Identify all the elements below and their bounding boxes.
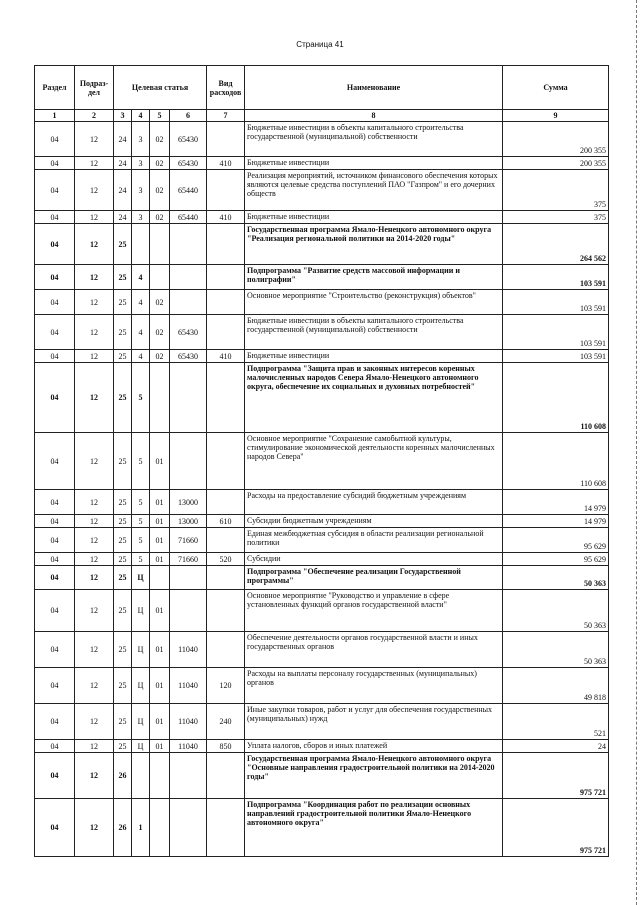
column-number: 3 — [114, 110, 132, 122]
razdel-cell: 04 — [35, 566, 75, 590]
sum-cell: 200 355 — [503, 122, 609, 157]
table-row — [35, 566, 609, 590]
podrazdel-cell: 12 — [75, 704, 114, 740]
razdel-cell: 04 — [35, 740, 75, 753]
statya-program-cell: 25 — [114, 566, 132, 590]
statya-program-cell: 25 — [114, 265, 132, 290]
razdel-cell: 04 — [35, 363, 75, 433]
statya-program-cell: 25 — [114, 224, 132, 265]
sum-cell: 49 818 — [503, 668, 609, 704]
name-cell: Иные закупки товаров, работ и услуг для обеспечения государственных (муниципальных) нужд — [245, 704, 503, 740]
statya-direction-cell — [170, 290, 207, 315]
statya-direction-cell — [170, 433, 207, 490]
podrazdel-cell: 12 — [75, 315, 114, 350]
column-header-tselevaya-statya: Целевая статья — [114, 66, 207, 110]
vid-raskhodov-cell — [207, 753, 245, 799]
statya-event-cell: 02 — [150, 170, 170, 211]
statya-program-cell: 25 — [114, 553, 132, 566]
razdel-cell: 04 — [35, 590, 75, 632]
sum-cell: 521 — [503, 704, 609, 740]
statya-program-cell: 25 — [114, 528, 132, 553]
razdel-cell: 04 — [35, 224, 75, 265]
statya-subprogram-cell: 1 — [132, 799, 150, 857]
statya-program-cell: 25 — [114, 515, 132, 528]
podrazdel-cell: 12 — [75, 553, 114, 566]
statya-subprogram-cell: 5 — [132, 363, 150, 433]
vid-raskhodov-cell — [207, 632, 245, 668]
razdel-cell: 04 — [35, 668, 75, 704]
podrazdel-cell: 12 — [75, 433, 114, 490]
podrazdel-cell: 12 — [75, 170, 114, 211]
table-row — [35, 553, 609, 566]
sum-cell: 50 363 — [503, 566, 609, 590]
name-cell: Расходы на выплаты персоналу государственных (муниципальных) органов — [245, 668, 503, 704]
vid-raskhodov-cell: 610 — [207, 515, 245, 528]
statya-program-cell: 25 — [114, 290, 132, 315]
name-cell: Бюджетные инвестиции — [245, 157, 503, 170]
name-cell: Подпрограмма "Координация работ по реализации основных направлений градостроительной политики Ямало-Ненецкого автономного округа" — [245, 799, 503, 857]
statya-event-cell: 01 — [150, 704, 170, 740]
table-row — [35, 265, 609, 290]
vid-raskhodov-cell — [207, 363, 245, 433]
razdel-cell: 04 — [35, 211, 75, 224]
statya-subprogram-cell: Ц — [132, 590, 150, 632]
statya-direction-cell: 13000 — [170, 490, 207, 515]
statya-subprogram-cell: Ц — [132, 668, 150, 704]
statya-program-cell: 25 — [114, 433, 132, 490]
podrazdel-cell: 12 — [75, 490, 114, 515]
sum-cell: 264 562 — [503, 224, 609, 265]
podrazdel-cell: 12 — [75, 590, 114, 632]
column-number: 4 — [132, 110, 150, 122]
statya-subprogram-cell: 5 — [132, 553, 150, 566]
name-cell: Реализация мероприятий, источником финансового обеспечения которых являются целевые средства поступлений ПАО "Газпром" и его дочерних обществ — [245, 170, 503, 211]
statya-direction-cell: 71660 — [170, 553, 207, 566]
statya-event-cell — [150, 224, 170, 265]
sum-cell: 14 979 — [503, 490, 609, 515]
statya-program-cell: 25 — [114, 632, 132, 668]
statya-subprogram-cell: 5 — [132, 515, 150, 528]
sum-cell: 375 — [503, 170, 609, 211]
statya-program-cell: 25 — [114, 490, 132, 515]
column-number-row — [35, 110, 609, 122]
razdel-cell: 04 — [35, 753, 75, 799]
statya-subprogram-cell: 3 — [132, 122, 150, 157]
statya-event-cell: 01 — [150, 515, 170, 528]
name-cell: Бюджетные инвестиции в объекты капитального строительства государственной (муниципальной) собственности — [245, 122, 503, 157]
podrazdel-cell: 12 — [75, 157, 114, 170]
header-row — [35, 66, 609, 110]
column-header-sum: Сумма — [503, 66, 609, 110]
statya-program-cell: 25 — [114, 315, 132, 350]
statya-program-cell: 24 — [114, 170, 132, 211]
razdel-cell: 04 — [35, 315, 75, 350]
statya-subprogram-cell: Ц — [132, 566, 150, 590]
podrazdel-cell: 12 — [75, 265, 114, 290]
name-cell: Основное мероприятие "Сохранение самобытной культуры, стимулирование экономической деятельности коренных малочисленных народов Севера" — [245, 433, 503, 490]
column-number: 5 — [150, 110, 170, 122]
name-cell: Бюджетные инвестиции в объекты капитального строительства государственной (муниципальной) собственности — [245, 315, 503, 350]
statya-direction-cell — [170, 566, 207, 590]
statya-program-cell: 25 — [114, 350, 132, 363]
table-body — [35, 122, 609, 857]
statya-direction-cell: 65430 — [170, 315, 207, 350]
statya-program-cell: 25 — [114, 668, 132, 704]
name-cell: Субсидии бюджетным учреждениям — [245, 515, 503, 528]
razdel-cell: 04 — [35, 515, 75, 528]
table-row — [35, 290, 609, 315]
sum-cell: 375 — [503, 211, 609, 224]
statya-program-cell: 26 — [114, 799, 132, 857]
sum-cell: 95 629 — [503, 553, 609, 566]
razdel-cell: 04 — [35, 170, 75, 211]
vid-raskhodov-cell — [207, 265, 245, 290]
statya-subprogram-cell: 3 — [132, 170, 150, 211]
sum-cell: 14 979 — [503, 515, 609, 528]
name-cell: Подпрограмма "Защита прав и законных интересов коренных малочисленных народов Севера Ямало-Ненецкого автономного округа, обеспечение их социальных и духовных потребностей" — [245, 363, 503, 433]
sum-cell: 103 591 — [503, 315, 609, 350]
sum-cell: 95 629 — [503, 528, 609, 553]
name-cell: Основное мероприятие "Строительство (реконструкция) объектов" — [245, 290, 503, 315]
podrazdel-cell: 12 — [75, 350, 114, 363]
table-row — [35, 315, 609, 350]
vid-raskhodov-cell — [207, 590, 245, 632]
vid-raskhodov-cell — [207, 122, 245, 157]
razdel-cell: 04 — [35, 528, 75, 553]
podrazdel-cell: 12 — [75, 753, 114, 799]
table-row — [35, 122, 609, 157]
statya-event-cell: 01 — [150, 740, 170, 753]
vid-raskhodov-cell: 410 — [207, 350, 245, 363]
statya-subprogram-cell: Ц — [132, 704, 150, 740]
statya-direction-cell: 65440 — [170, 170, 207, 211]
statya-direction-cell: 65430 — [170, 350, 207, 363]
name-cell: Государственная программа Ямало-Ненецкого автономного округа "Реализация региональной политики на 2014-2020 годы" — [245, 224, 503, 265]
name-cell: Основное мероприятие "Руководство и управление в сфере установленных функций органов государственной власти" — [245, 590, 503, 632]
statya-direction-cell: 11040 — [170, 740, 207, 753]
statya-subprogram-cell: 4 — [132, 350, 150, 363]
column-number: 1 — [35, 110, 75, 122]
name-cell: Подпрограмма "Обеспечение реализации Государственной программы" — [245, 566, 503, 590]
statya-event-cell — [150, 566, 170, 590]
table-row — [35, 590, 609, 632]
vid-raskhodov-cell — [207, 528, 245, 553]
statya-direction-cell: 65430 — [170, 122, 207, 157]
statya-subprogram-cell — [132, 224, 150, 265]
podrazdel-cell: 12 — [75, 211, 114, 224]
razdel-cell: 04 — [35, 799, 75, 857]
table-row — [35, 740, 609, 753]
sum-cell: 103 591 — [503, 265, 609, 290]
sum-cell: 975 721 — [503, 753, 609, 799]
column-number: 2 — [75, 110, 114, 122]
podrazdel-cell: 12 — [75, 515, 114, 528]
statya-program-cell: 25 — [114, 740, 132, 753]
vid-raskhodov-cell — [207, 799, 245, 857]
statya-subprogram-cell: 4 — [132, 290, 150, 315]
column-header-razdel: Раздел — [35, 66, 75, 110]
column-number: 9 — [503, 110, 609, 122]
sum-cell: 103 591 — [503, 350, 609, 363]
vid-raskhodov-cell: 850 — [207, 740, 245, 753]
scan-edge-line — [635, 0, 637, 905]
razdel-cell: 04 — [35, 265, 75, 290]
razdel-cell: 04 — [35, 490, 75, 515]
statya-direction-cell: 11040 — [170, 704, 207, 740]
statya-event-cell: 01 — [150, 528, 170, 553]
table-row — [35, 704, 609, 740]
sum-cell: 50 363 — [503, 590, 609, 632]
statya-subprogram-cell: 3 — [132, 157, 150, 170]
statya-event-cell: 02 — [150, 290, 170, 315]
statya-subprogram-cell: Ц — [132, 632, 150, 668]
column-header-vid-raskhodov: Вид расходов — [207, 66, 245, 110]
name-cell: Расходы на предоставление субсидий бюджетным учреждениям — [245, 490, 503, 515]
statya-subprogram-cell: 4 — [132, 315, 150, 350]
statya-program-cell: 24 — [114, 157, 132, 170]
statya-direction-cell — [170, 590, 207, 632]
statya-direction-cell — [170, 799, 207, 857]
statya-event-cell — [150, 363, 170, 433]
podrazdel-cell: 12 — [75, 290, 114, 315]
razdel-cell: 04 — [35, 553, 75, 566]
statya-program-cell: 24 — [114, 122, 132, 157]
statya-direction-cell: 11040 — [170, 668, 207, 704]
table-row — [35, 490, 609, 515]
vid-raskhodov-cell — [207, 433, 245, 490]
statya-event-cell: 02 — [150, 211, 170, 224]
vid-raskhodov-cell — [207, 224, 245, 265]
page-number-header: Страница 41 — [296, 40, 344, 49]
table-row — [35, 668, 609, 704]
sum-cell: 24 — [503, 740, 609, 753]
table-row — [35, 515, 609, 528]
name-cell: Субсидии — [245, 553, 503, 566]
column-header-podrazdel: Подраз- дел — [75, 66, 114, 110]
name-cell: Бюджетные инвестиции — [245, 211, 503, 224]
razdel-cell: 04 — [35, 433, 75, 490]
column-number: 6 — [170, 110, 207, 122]
podrazdel-cell: 12 — [75, 363, 114, 433]
name-cell: Уплата налогов, сборов и иных платежей — [245, 740, 503, 753]
column-header-name: Наименование — [245, 66, 503, 110]
table-row — [35, 363, 609, 433]
statya-subprogram-cell: Ц — [132, 740, 150, 753]
statya-event-cell — [150, 265, 170, 290]
statya-event-cell: 01 — [150, 632, 170, 668]
table-row — [35, 170, 609, 211]
statya-direction-cell — [170, 753, 207, 799]
podrazdel-cell: 12 — [75, 528, 114, 553]
sum-cell: 110 608 — [503, 433, 609, 490]
vid-raskhodov-cell — [207, 315, 245, 350]
vid-raskhodov-cell: 410 — [207, 157, 245, 170]
statya-event-cell — [150, 799, 170, 857]
statya-subprogram-cell: 5 — [132, 490, 150, 515]
budget-table — [34, 65, 609, 857]
table-row — [35, 157, 609, 170]
statya-subprogram-cell — [132, 753, 150, 799]
statya-direction-cell: 11040 — [170, 632, 207, 668]
statya-event-cell: 02 — [150, 122, 170, 157]
podrazdel-cell: 12 — [75, 566, 114, 590]
statya-direction-cell: 65430 — [170, 157, 207, 170]
statya-direction-cell — [170, 265, 207, 290]
table-row — [35, 632, 609, 668]
vid-raskhodov-cell: 120 — [207, 668, 245, 704]
statya-direction-cell — [170, 363, 207, 433]
table-row — [35, 433, 609, 490]
statya-event-cell — [150, 753, 170, 799]
statya-subprogram-cell: 3 — [132, 211, 150, 224]
statya-program-cell: 25 — [114, 704, 132, 740]
statya-event-cell: 01 — [150, 433, 170, 490]
statya-program-cell: 25 — [114, 363, 132, 433]
statya-event-cell: 01 — [150, 553, 170, 566]
table-row — [35, 528, 609, 553]
sum-cell: 50 363 — [503, 632, 609, 668]
name-cell: Подпрограмма "Развитие средств массовой информации и полиграфии" — [245, 265, 503, 290]
vid-raskhodov-cell — [207, 170, 245, 211]
statya-event-cell: 02 — [150, 157, 170, 170]
table-row — [35, 350, 609, 363]
podrazdel-cell: 12 — [75, 799, 114, 857]
column-number: 8 — [245, 110, 503, 122]
podrazdel-cell: 12 — [75, 122, 114, 157]
statya-direction-cell — [170, 224, 207, 265]
razdel-cell: 04 — [35, 157, 75, 170]
name-cell: Единая межбюджетная субсидия в области реализации региональной политики — [245, 528, 503, 553]
statya-event-cell: 01 — [150, 490, 170, 515]
razdel-cell: 04 — [35, 704, 75, 740]
podrazdel-cell: 12 — [75, 740, 114, 753]
statya-program-cell: 24 — [114, 211, 132, 224]
statya-program-cell: 25 — [114, 590, 132, 632]
statya-direction-cell: 13000 — [170, 515, 207, 528]
column-number: 7 — [207, 110, 245, 122]
table-row — [35, 799, 609, 857]
sum-cell: 975 721 — [503, 799, 609, 857]
statya-event-cell: 01 — [150, 668, 170, 704]
razdel-cell: 04 — [35, 290, 75, 315]
sum-cell: 103 591 — [503, 290, 609, 315]
vid-raskhodov-cell: 240 — [207, 704, 245, 740]
statya-direction-cell: 71660 — [170, 528, 207, 553]
vid-raskhodov-cell — [207, 566, 245, 590]
name-cell: Государственная программа Ямало-Ненецкого автономного округа "Основные направления градостроительной политики на 2014-2020 годы" — [245, 753, 503, 799]
name-cell: Обеспечение деятельности органов государственной власти и иных государственных органов — [245, 632, 503, 668]
statya-program-cell: 26 — [114, 753, 132, 799]
vid-raskhodov-cell — [207, 290, 245, 315]
podrazdel-cell: 12 — [75, 632, 114, 668]
statya-subprogram-cell: 5 — [132, 528, 150, 553]
sum-cell: 110 608 — [503, 363, 609, 433]
table-row — [35, 753, 609, 799]
razdel-cell: 04 — [35, 122, 75, 157]
table-row — [35, 224, 609, 265]
statya-subprogram-cell: 5 — [132, 433, 150, 490]
razdel-cell: 04 — [35, 632, 75, 668]
podrazdel-cell: 12 — [75, 668, 114, 704]
statya-event-cell: 02 — [150, 315, 170, 350]
vid-raskhodov-cell — [207, 490, 245, 515]
statya-event-cell: 02 — [150, 350, 170, 363]
statya-event-cell: 01 — [150, 590, 170, 632]
vid-raskhodov-cell: 410 — [207, 211, 245, 224]
podrazdel-cell: 12 — [75, 224, 114, 265]
table-row — [35, 211, 609, 224]
statya-direction-cell: 65440 — [170, 211, 207, 224]
vid-raskhodov-cell: 520 — [207, 553, 245, 566]
name-cell: Бюджетные инвестиции — [245, 350, 503, 363]
sum-cell: 200 355 — [503, 157, 609, 170]
razdel-cell: 04 — [35, 350, 75, 363]
statya-subprogram-cell: 4 — [132, 265, 150, 290]
